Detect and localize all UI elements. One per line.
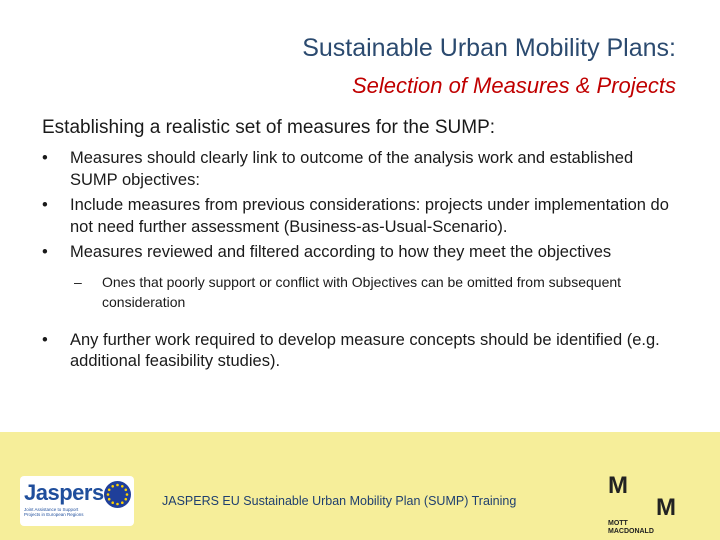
bullet-text: Any further work required to develop measure concepts should be identified (e.g. additional feasibility studies). (70, 330, 660, 370)
dash-mark: – (74, 273, 82, 290)
mm-logo-line: MOTT (608, 520, 628, 527)
mm-logo-text (608, 520, 654, 536)
bullet-item (42, 148, 672, 191)
bullet-mark: • (42, 196, 48, 214)
jaspers-logo (20, 476, 134, 526)
intro-text: Establishing a realistic set of measures for the SUMP: (42, 117, 496, 138)
slide-subtitle: Selection of Measures & Projects (351, 73, 676, 98)
jaspers-logo-word: Jaspers (24, 480, 104, 505)
eu-stars-icon (104, 481, 131, 508)
slide-title: Sustainable Urban Mobility Plans: (302, 34, 676, 62)
mm-logo-line: MACDONALD (608, 528, 654, 535)
sub-bullet-text: Ones that poorly support or conflict with Objectives can be omitted from subsequent consideration (102, 273, 622, 310)
bullet-mark: • (42, 330, 48, 349)
sub-bullet-item (42, 272, 672, 312)
bullet-mark: • (42, 149, 48, 167)
bullet-text: Measures reviewed and filtered according to how they meet the objectives (70, 243, 612, 261)
bullet-mark: • (42, 243, 48, 261)
bullet-item (42, 330, 672, 373)
footer-caption: JASPERS EU Sustainable Urban Mobility Plan (SUMP) Training (162, 494, 517, 508)
jaspers-logo-tagline: Joint Assistance to Support Projects in European Regions (24, 507, 84, 517)
mott-macdonald-logo (604, 472, 704, 534)
mm-logo-letter: M (608, 472, 628, 499)
mm-logo-letter: M (656, 494, 676, 521)
bullet-item (42, 195, 672, 238)
bullet-item (42, 242, 672, 264)
bullet-text: Measures should clearly link to outcome of the analysis work and established SUMP objectives: (70, 149, 634, 189)
bullet-text: Include measures from previous considerations: projects under implementation do not need further assessment (Business-as-Usual-Scenario). (70, 196, 669, 236)
bullet-list (42, 148, 672, 377)
